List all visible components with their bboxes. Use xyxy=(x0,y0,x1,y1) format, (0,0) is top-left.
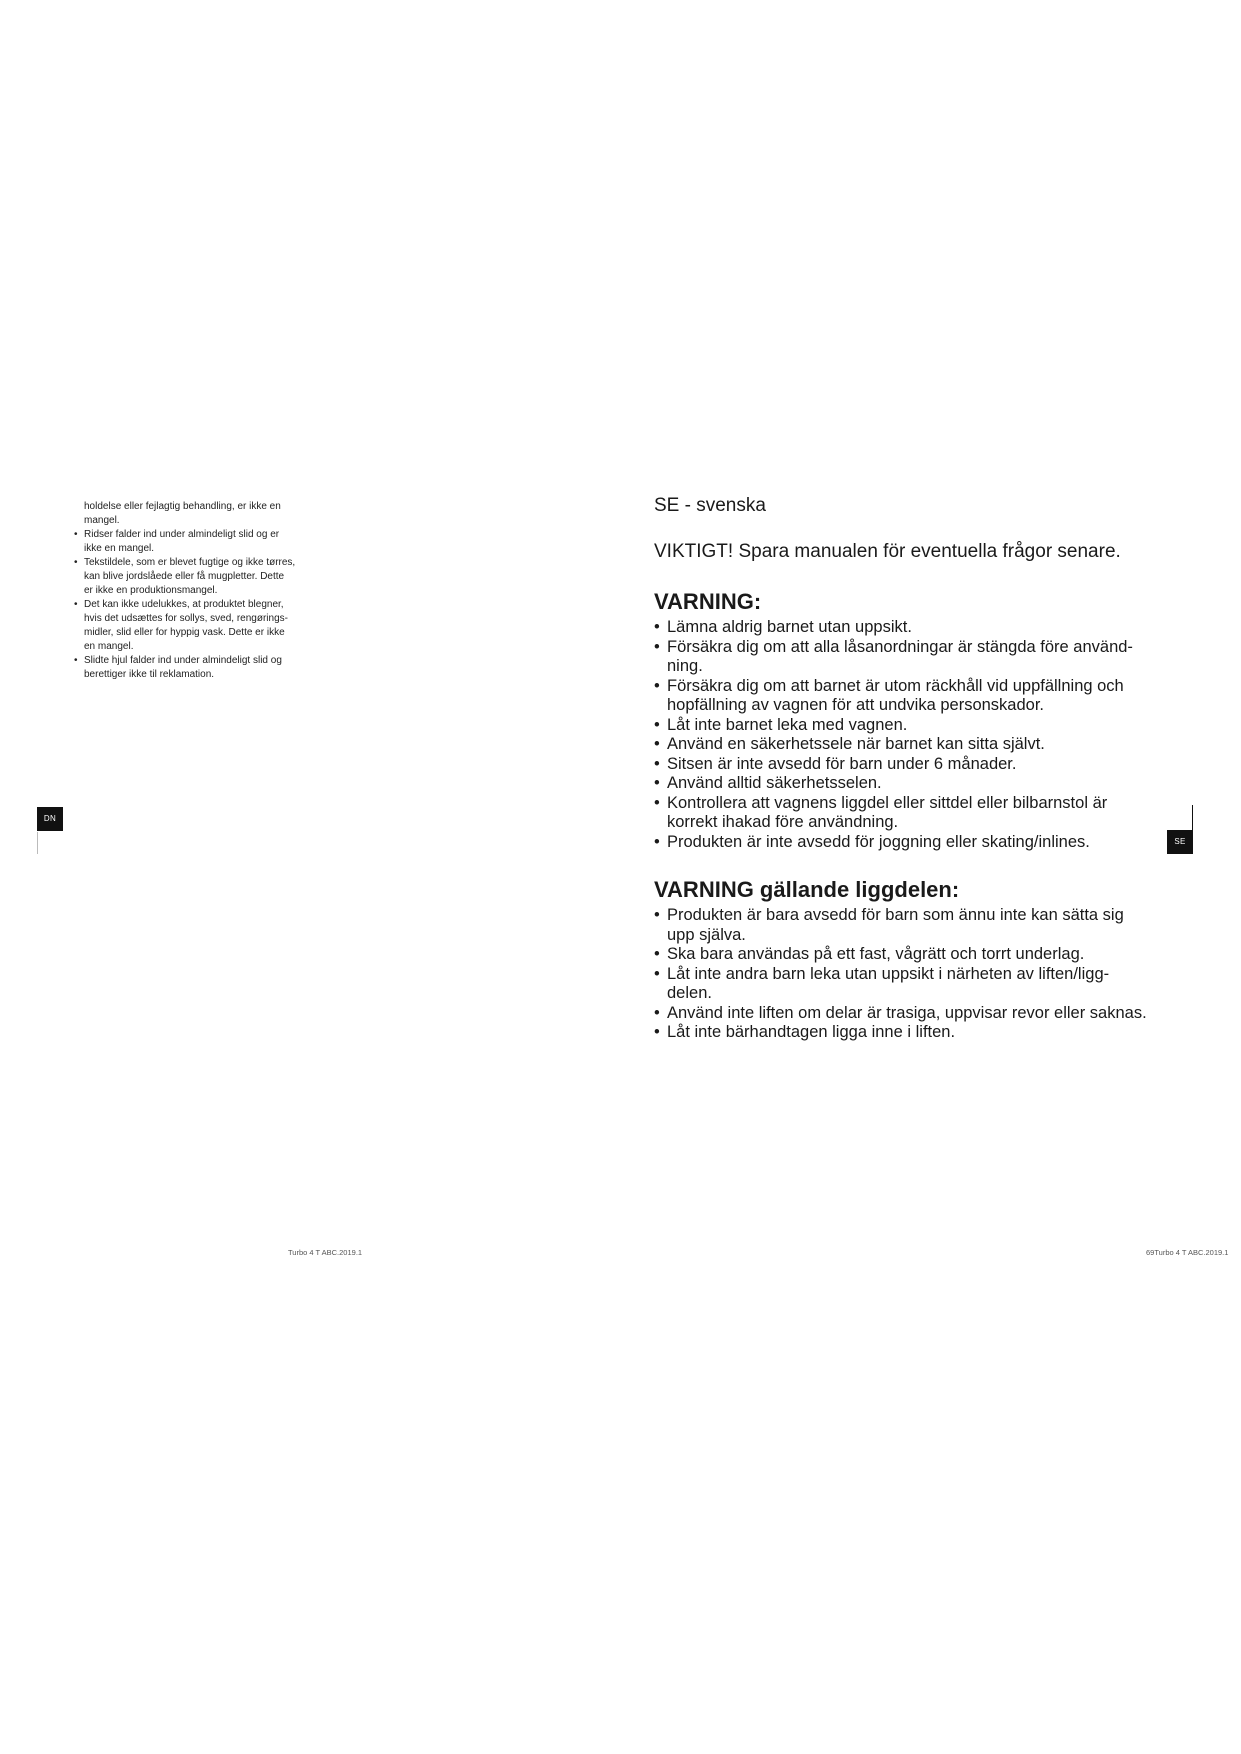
language-heading: SE - svenska xyxy=(654,495,766,516)
list-item: • Försäkra dig om att barnet är utom räckhåll vid uppfällning och hopfällning av vagnen för att undvika personskador. xyxy=(654,677,1174,716)
list-item: • Låt inte barnet leka med vagnen. xyxy=(654,716,1174,736)
list-item: • Produkten är inte avsedd för joggning eller skating/inlines. xyxy=(654,833,1174,853)
footer-right: 69Turbo 4 T ABC.2019.1 xyxy=(1146,1248,1229,1257)
list-item: • Använd alltid säkerhetsselen. xyxy=(654,774,1174,794)
list-item: • Ska bara användas på ett fast, vågrätt och torrt underlag. xyxy=(654,945,1174,965)
left-intro-text: holdelse eller fejlagtig behandling, er ikke en mangel. xyxy=(84,501,281,526)
lying-part-warning-heading: VARNING gällande liggdelen: xyxy=(654,877,960,902)
list-item: • Produkten är bara avsedd för barn som ännu inte kan sätta sig upp själva. xyxy=(654,906,1174,945)
list-item: • Låt inte bärhandtagen ligga inne i liften. xyxy=(654,1023,1174,1043)
list-item: • Det kan ikke udelukkes, at produktet blegner, hvis det udsættes for sollys, sved, rengørings- midler, slid eller for hyppig vask. Dette er ikke en mangel. xyxy=(74,598,324,654)
left-page-text xyxy=(74,500,324,682)
list-item: • Sitsen är inte avsedd för barn under 6 månader. xyxy=(654,755,1174,775)
language-tab-dn: DN xyxy=(37,807,63,831)
important-note: VIKTIGT! Spara manualen för eventuella frågor senare. xyxy=(654,541,1121,562)
list-item: • Använd en säkerhetssele när barnet kan sitta självt. xyxy=(654,735,1174,755)
tab-divider xyxy=(37,832,38,854)
warning-heading: VARNING: xyxy=(654,589,762,614)
language-tab-se: SE xyxy=(1167,830,1193,854)
tab-divider xyxy=(1192,805,1193,830)
lying-part-warning-list xyxy=(654,906,1174,1043)
list-item: • Tekstildele, som er blevet fugtige og ikke tørres, kan blive jordslåede eller få mugpletter. Dette er ikke en produktionsmangel. xyxy=(74,556,324,598)
list-item: • Låt inte andra barn leka utan uppsikt i närheten av liften/ligg- delen. xyxy=(654,965,1174,1004)
footer-left: Turbo 4 T ABC.2019.1 xyxy=(288,1248,363,1257)
warning-list xyxy=(654,618,1174,852)
list-item: • Kontrollera att vagnens liggdel eller sittdel eller bilbarnstol är korrekt ihakad före användning. xyxy=(654,794,1174,833)
list-item: • Ridser falder ind under almindeligt slid og er ikke en mangel. xyxy=(74,528,324,556)
list-item: • Lämna aldrig barnet utan uppsikt. xyxy=(654,618,1174,638)
right-page-text xyxy=(654,494,1174,1043)
list-item: • Använd inte liften om delar är trasiga, uppvisar revor eller saknas. xyxy=(654,1004,1174,1024)
list-item: • Slidte hjul falder ind under almindeligt slid og berettiger ikke til reklamation. xyxy=(74,654,324,682)
list-item: • Försäkra dig om att alla låsanordningar är stängda före använd- ning. xyxy=(654,638,1174,677)
left-bullet-list xyxy=(74,528,324,682)
